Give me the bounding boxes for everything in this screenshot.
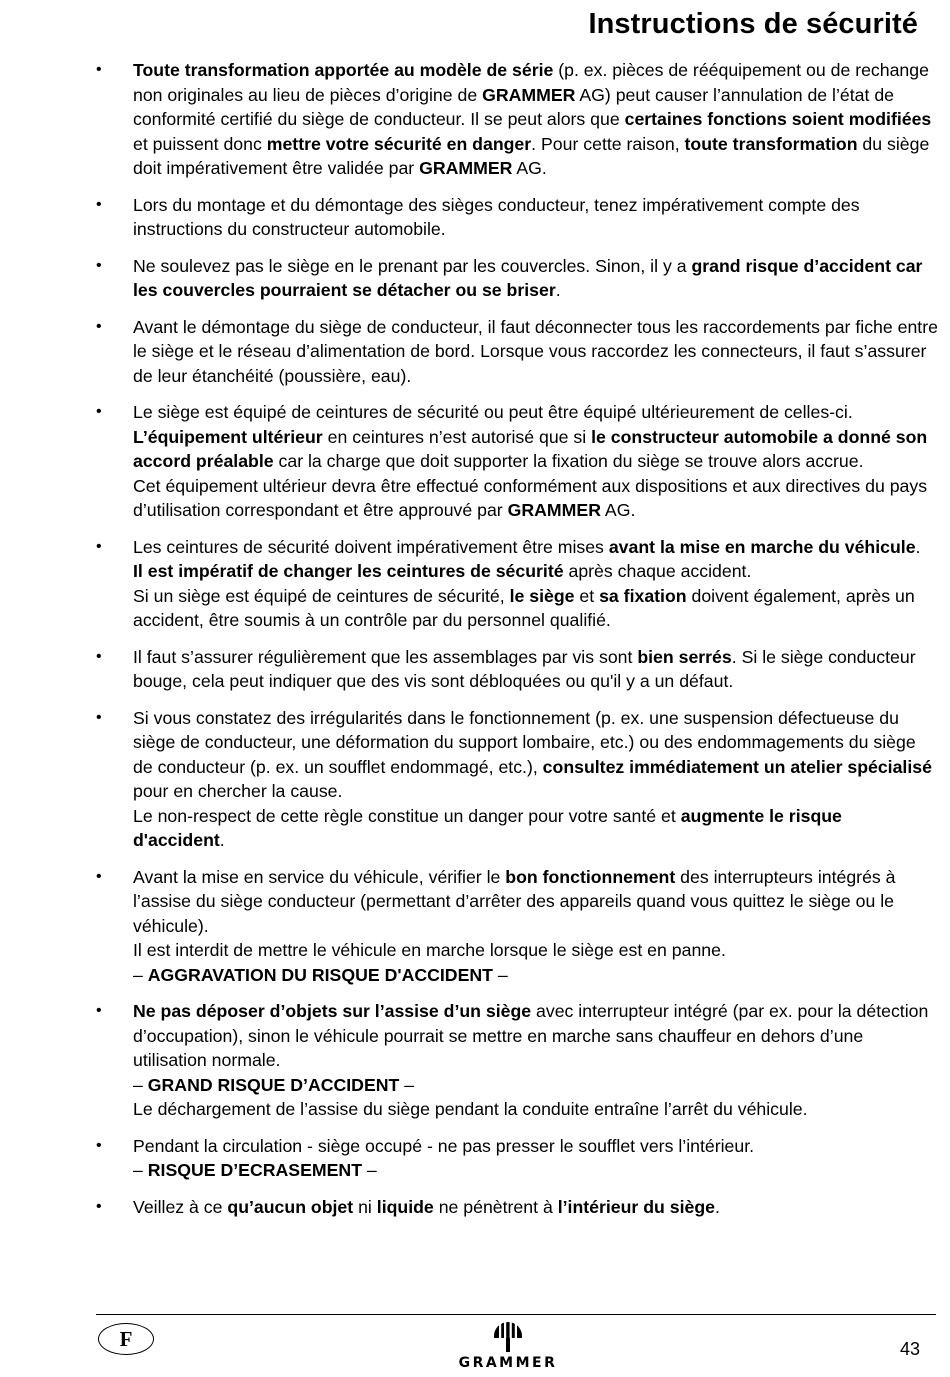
bold-text: AGGRAVATION DU RISQUE D'ACCIDENT: [147, 964, 493, 985]
bold-text: consultez immédiatement un atelier spécialisé: [542, 756, 932, 777]
bold-text: Toute transformation apportée au modèle de série: [133, 60, 554, 80]
text: Pendant la circulation - siège occupé - ne pas presser le soufflet vers l’intérieur.: [133, 1135, 755, 1156]
logo-wordmark: GRAMMER: [458, 1355, 558, 1371]
bold-text: liquide: [376, 1196, 434, 1217]
bullet-item: [96, 1195, 938, 1220]
bullet-paragraph: [133, 535, 938, 560]
text: Avant le démontage du siège de conducteur, il faut déconnecter tous les raccordements par fiche entre le siège et le réseau d’alimentation de bord. Lorsque vous raccordez les connecteurs, il faut s’assurer de leur étanchéité (poussière, eau).: [133, 316, 938, 386]
text: Le déchargement de l’assise du siège pendant la conduite entraîne l’arrêt du véhicule.: [133, 1099, 808, 1119]
bullet-item: [96, 535, 938, 633]
bullet-paragraph: [133, 938, 938, 963]
bold-text: l’intérieur du siège: [557, 1196, 715, 1217]
bold-text: le constructeur automobile a donné son accord préalable: [133, 426, 928, 471]
text: AG.: [512, 158, 547, 178]
bold-text: Il est impératif de changer les ceintures de sécurité: [133, 561, 564, 581]
bullet-paragraph: [133, 804, 938, 853]
bullet-icon: •: [96, 1136, 102, 1154]
bullet-icon: •: [96, 1002, 102, 1019]
text: après chaque accident.: [563, 561, 752, 581]
bold-text: L’équipement ultérieur: [133, 426, 323, 447]
bold-text: bien serrés: [637, 646, 732, 667]
bullet-paragraph: [133, 1158, 938, 1183]
text: –: [133, 1074, 148, 1095]
bullet-icon: •: [96, 537, 102, 555]
text: ni: [353, 1196, 377, 1217]
bullet-item: [96, 254, 938, 303]
bullet-paragraph: [133, 254, 938, 303]
bullet-item: [96, 865, 938, 988]
bullet-item: [96, 645, 938, 694]
text: et: [574, 585, 600, 606]
bold-text: bon fonctionnement: [505, 866, 676, 887]
text: . Si le siège conducteur bouge, cela peut indiquer que des vis sont débloquées ou qu'il y a un défaut.: [133, 646, 916, 691]
text: –: [133, 1160, 148, 1180]
text: Lors du montage et du démontage des sièges conducteur, tenez impérativement compte des instructions du constructeur automobile.: [133, 194, 860, 239]
bullet-paragraph: [133, 559, 938, 584]
bold-text: GRAND RISQUE D’ACCIDENT: [147, 1074, 400, 1095]
text: –: [133, 964, 148, 985]
bold-text: grand risque d’accident car les couvercles pourraient se détacher ou se briser: [133, 255, 923, 300]
bullet-paragraph: [133, 584, 938, 633]
text: –: [492, 964, 508, 985]
text: –: [362, 1160, 377, 1180]
text: (p. ex. pièces de rééquipement ou de rechange non originales au lieu de pièces d’origine de: [133, 60, 929, 105]
grammer-logo-icon: [488, 1318, 528, 1356]
text: Si vous constatez des irrégularités dans le fonctionnement (p. ex. une suspension défectueuse du siège de conducteur, une déformation du support lombaire, etc.) ou des endommagements du siège de conducteur (p. ex. un soufflet endommagé, etc.),: [133, 707, 916, 777]
text: Avant la mise en service du véhicule, vérifier le: [133, 866, 506, 887]
bullet-paragraph: [133, 706, 938, 804]
text: Le siège est équipé de ceintures de sécurité ou peut être équipé ultérieurement de celles-ci.: [133, 402, 853, 422]
bullet-icon: •: [96, 1197, 102, 1215]
bullet-item: [96, 315, 938, 389]
bullet-icon: •: [96, 403, 102, 420]
bullet-paragraph: [133, 1134, 938, 1159]
page-title: Instructions de sécurité: [588, 8, 918, 40]
text: .: [219, 830, 225, 850]
bold-text: Ne pas déposer d’objets sur l’assise d’un siège: [133, 1001, 532, 1021]
bullet-icon: •: [96, 195, 102, 213]
text: .: [555, 280, 561, 300]
text: Si un siège est équipé de ceintures de sécurité,: [133, 585, 510, 606]
bold-text: GRAMMER: [419, 158, 513, 178]
bullet-paragraph: [133, 865, 938, 939]
bullet-icon: •: [96, 867, 102, 885]
text: Il faut s’assurer régulièrement que les assemblages par vis sont: [133, 646, 638, 667]
text: et puissent donc: [133, 133, 267, 154]
bullet-icon: •: [96, 647, 102, 665]
text: Veillez à ce: [133, 1196, 228, 1217]
text: Ne soulevez pas le siège en le prenant par les couvercles. Sinon, il y a: [133, 255, 692, 276]
bold-text: GRAMMER: [507, 500, 601, 520]
bullet-icon: •: [96, 708, 102, 726]
bullet-icon: •: [96, 317, 102, 335]
bold-text: avant la mise en marche du véhicule: [608, 536, 916, 557]
text: Les ceintures de sécurité doivent impérativement être mises: [133, 536, 609, 557]
bullet-paragraph: [133, 999, 938, 1073]
bullet-paragraph: [133, 645, 938, 694]
bold-text: augmente le risque d'accident: [133, 805, 842, 850]
text: des interrupteurs intégrés à l’assise du siège conducteur (permettant d’arrêter des appareils quand vous quittez le siège ou le véhicule).: [133, 866, 896, 936]
bullet-item: [96, 1134, 938, 1183]
footer-divider: [96, 1314, 936, 1315]
bold-text: certaines fonctions soient modifiées: [624, 109, 932, 129]
text: du siège doit impérativement être validée par: [133, 133, 930, 178]
language-badge: F: [98, 1323, 154, 1355]
text: Cet équipement ultérieur devra être effectué conformément aux dispositions et aux directives du pays d’utilisation correspondant et être approuvé par: [133, 475, 928, 520]
text: AG) peut causer l’annulation de l’état de conformité certifié du siège de conducteur. Il se peut alors que: [133, 84, 895, 129]
page-number: 43: [899, 1339, 920, 1359]
text: .: [714, 1196, 720, 1217]
text: Le non-respect de cette règle constitue un danger pour votre santé et: [133, 805, 681, 826]
grammer-logo: [452, 1318, 564, 1374]
bullet-paragraph: [133, 315, 938, 389]
text: –: [399, 1074, 415, 1095]
text: pour en chercher la cause.: [133, 781, 343, 801]
bold-text: mettre votre sécurité en danger: [266, 133, 532, 154]
bullet-paragraph: [133, 193, 938, 242]
bullet-paragraph: [133, 963, 938, 988]
bullet-icon: •: [96, 256, 102, 274]
bullet-item: [96, 58, 938, 181]
bold-text: toute transformation: [684, 133, 858, 154]
bullet-paragraph: [133, 474, 938, 523]
bullet-paragraph: [133, 1097, 938, 1122]
bold-text: qu’aucun objet: [227, 1196, 354, 1217]
bullet-paragraph: [133, 1073, 938, 1098]
text: avec interrupteur intégré (par ex. pour la détection d’occupation), sinon le véhicule pourrait se mettre en marche sans chauffeur en dehors d’une utilisation normale.: [133, 1001, 929, 1070]
bullet-item: [96, 400, 938, 523]
bold-text: sa fixation: [599, 585, 687, 606]
text: Il est interdit de mettre le véhicule en marche lorsque le siège est en panne.: [133, 940, 726, 960]
bold-text: RISQUE D’ECRASEMENT: [147, 1160, 363, 1180]
bullet-item: [96, 706, 938, 853]
bullet-icon: •: [96, 61, 102, 78]
text: .: [915, 536, 921, 557]
bullet-paragraph: [133, 1195, 938, 1220]
bullet-paragraph: [133, 400, 938, 474]
safety-instructions-list: [96, 58, 938, 1219]
bullet-item: [96, 999, 938, 1122]
text: car la charge que doit supporter la fixation du siège se trouve alors accrue.: [273, 451, 864, 471]
text: . Pour cette raison,: [531, 133, 685, 154]
bold-text: le siège: [509, 585, 575, 606]
text: AG.: [600, 500, 636, 520]
bullet-item: [96, 193, 938, 242]
bold-text: GRAMMER: [482, 84, 576, 105]
text: en ceintures n’est autorisé que si: [322, 426, 592, 447]
text: doivent également, après un accident, être soumis à un contrôle par du personnel qualifié.: [133, 585, 915, 630]
text: ne pénètrent à: [433, 1196, 558, 1217]
bullet-paragraph: [133, 58, 938, 181]
